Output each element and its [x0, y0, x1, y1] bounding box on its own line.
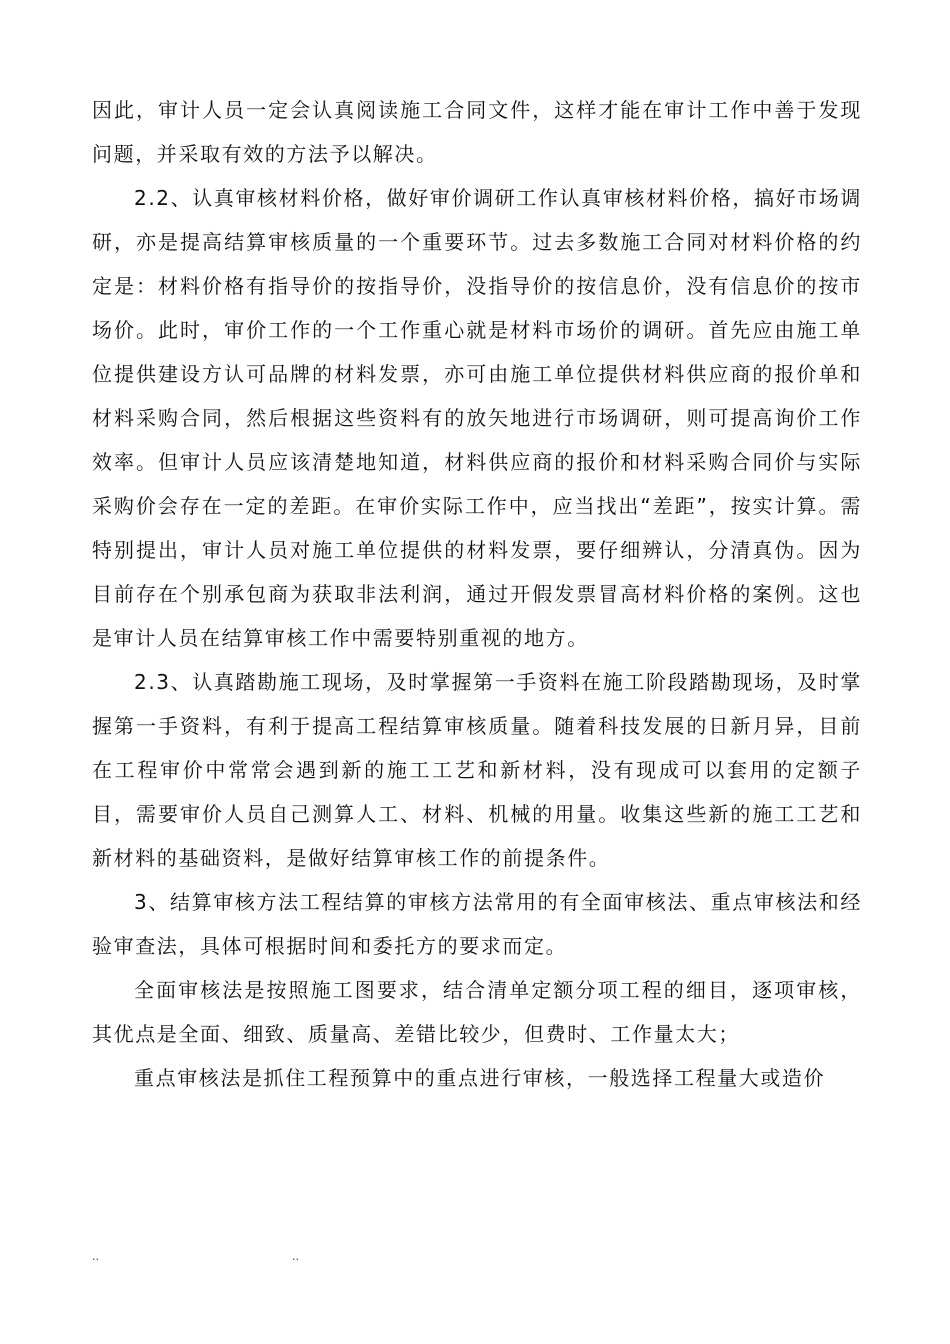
paragraph-conclusion: 因此，审计人员一定会认真阅读施工合同文件，这样才能在审计工作中善于发现问题，并采取有效的方法予以解决。 — [92, 98, 862, 166]
page-footer — [92, 1250, 862, 1270]
paragraph-audit-methods: 3、结算审核方法工程结算的审核方法常用的有全面审核法、重点审核法和经验审查法，具体可根据时间和委托方的要求而定。 — [92, 890, 862, 958]
paragraph-full-audit: 全面审核法是按照施工图要求，结合清单定额分项工程的细目，逐项审核，其优点是全面、细致、质量高、差错比较少，但费时、工作量太大； — [92, 978, 862, 1046]
footer-left-mark: .. — [92, 1250, 99, 1263]
paragraph-material-price: 2.2、认真审核材料价格，做好审价调研工作认真审核材料价格，搞好市场调研，亦是提高结算审核质量的一个重要环节。过去多数施工合同对材料价格的约定是：材料价格有指导价的按指导价，没指导价的按信息价，没有信息价的按市场价。此时，审价工作的一个工作重心就是材料市场价的调研。首先应由施工单位提供建设方认可品牌的材料发票，亦可由施工单位提供材料供应商的报价单和材料采购合同，然后根据这些资料有的放矢地进行市场调研，则可提高询价工作效率。但审计人员应该清楚地知道，材料供应商的报价和材料采购合同价与实际采购价会存在一定的差距。在审价实际工作中，应当找出“差距”，按实计算。需特别提出，审计人员对施工单位提供的材料发票，要仔细辨认，分清真伪。因为目前存在个别承包商为获取非法利润，通过开假发票冒高材料价格的案例。这也是审计人员在结算审核工作中需要特别重视的地方。 — [92, 186, 862, 650]
footer-right-mark: .. — [292, 1250, 299, 1263]
document-body — [92, 88, 862, 1100]
paragraph-site-survey: 2.3、认真踏勘施工现场，及时掌握第一手资料在施工阶段踏勘现场，及时掌握第一手资料，有利于提高工程结算审核质量。随着科技发展的日新月异，目前在工程审价中常常会遇到新的施工工艺和新材料，没有现成可以套用的定额子目，需要审价人员自己测算人工、材料、机械的用量。收集这些新的施工工艺和新材料的基础资料，是做好结算审核工作的前提条件。 — [92, 670, 862, 870]
paragraph-key-audit: 重点审核法是抓住工程预算中的重点进行审核，一般选择工程量大或造价 — [134, 1066, 826, 1090]
